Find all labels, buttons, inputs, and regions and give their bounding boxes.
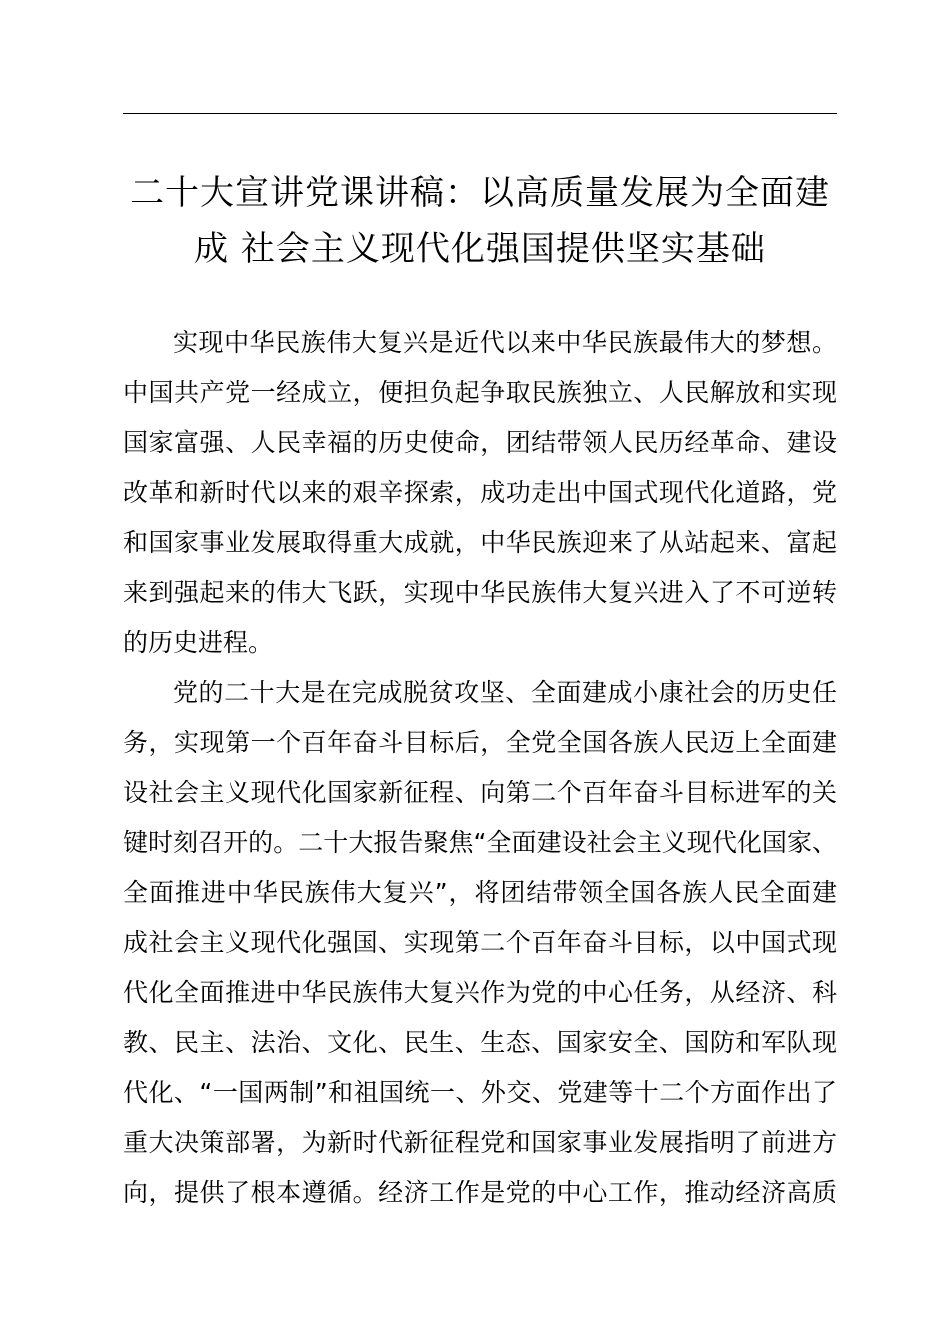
- paragraph-line: 代化全面推进中华民族伟大复兴作为党的中心任务，从经济、科: [123, 978, 837, 1007]
- paragraph-line: 设社会主义现代化国家新征程、向第二个百年奋斗目标进军的关: [123, 778, 837, 807]
- paragraph-line: 国家富强、人民幸福的历史使命，团结带领人民历经革命、建设: [123, 428, 837, 457]
- header-rule: [123, 113, 837, 114]
- paragraph-line: 务，实现第一个百年奋斗目标后，全党全国各族人民迈上全面建: [123, 728, 837, 757]
- paragraph-line: 代化、“一国两制”和祖国统一、外交、党建等十二个方面作出了: [123, 1078, 837, 1107]
- paragraph-line: 的历史进程。: [123, 628, 274, 657]
- paragraph-line: 改革和新时代以来的艰辛探索，成功走出中国式现代化道路，党: [123, 478, 837, 507]
- paragraph-line: 向，提供了根本遵循。经济工作是党的中心工作，推动经济高质: [123, 1178, 837, 1207]
- paragraph-line: 和国家事业发展取得重大成就，中华民族迎来了从站起来、富起: [123, 528, 837, 557]
- paragraph-1: [123, 318, 837, 668]
- paragraph-line: 中国共产党一经成立，便担负起争取民族独立、人民解放和实现: [123, 378, 837, 407]
- document-body: [123, 318, 837, 1218]
- paragraph-line: 重大决策部署，为新时代新征程党和国家事业发展指明了前进方: [123, 1128, 837, 1157]
- title-line-2: 成 社会主义现代化强国提供坚实基础: [194, 229, 766, 269]
- paragraph-line: 全面推进中华民族伟大复兴”，将团结带领全国各族人民全面建: [123, 878, 837, 907]
- paragraph-line: 党的二十大是在完成脱贫攻坚、全面建成小康社会的历史任: [173, 678, 837, 707]
- paragraph-2: [123, 668, 837, 1218]
- paragraph-line: 来到强起来的伟大飞跃，实现中华民族伟大复兴进入了不可逆转: [123, 578, 837, 607]
- paragraph-line: 键时刻召开的。二十大报告聚焦“全面建设社会主义现代化国家、: [123, 828, 837, 857]
- title-line-1: 二十大宣讲党课讲稿：以高质量发展为全面建: [130, 173, 830, 213]
- document-title: [110, 165, 850, 277]
- paragraph-line: 教、民主、法治、文化、民生、生态、国家安全、国防和军队现: [123, 1028, 837, 1057]
- paragraph-line: 成社会主义现代化强国、实现第二个百年奋斗目标，以中国式现: [123, 928, 837, 957]
- paragraph-line: 实现中华民族伟大复兴是近代以来中华民族最伟大的梦想。: [173, 328, 837, 357]
